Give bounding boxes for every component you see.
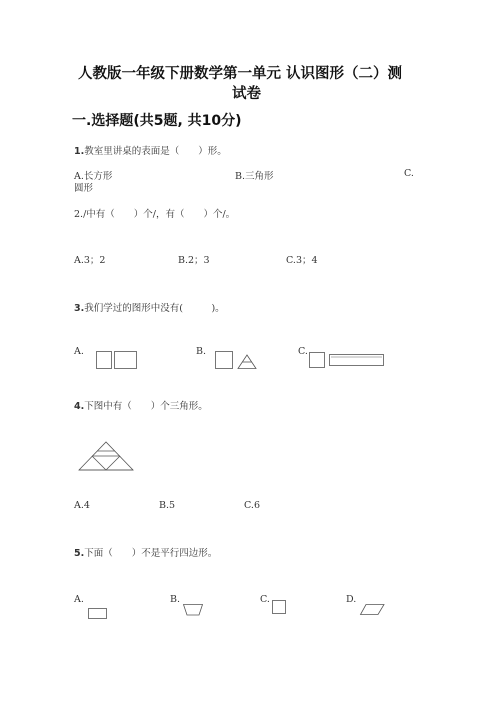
section-heading: 一.选择题(共5题, 共10分) [72, 113, 242, 129]
q4-option-b[interactable]: B.5 [159, 500, 176, 511]
q5-option-a[interactable]: A. [74, 594, 84, 605]
q2-option-b[interactable]: B.2；3 [178, 255, 210, 266]
q1-option-a[interactable]: A.长方形 [74, 171, 113, 182]
question-5-number: 5. [74, 548, 85, 559]
question-3-number: 3. [74, 303, 85, 314]
q5-option-a-rectangle-figure [88, 608, 108, 620]
question-3-text: 我们学过的图形中没有( )。 [84, 303, 225, 314]
question-1-number: 1. [74, 146, 85, 157]
question-5 [74, 545, 217, 559]
q5-option-d[interactable]: D. [346, 594, 357, 605]
q3-option-b-square-triangle-figure [215, 351, 261, 371]
q1-option-b[interactable]: B.三角形 [235, 171, 274, 182]
page-title-line2: 试卷 [232, 86, 261, 102]
question-2-number: 2. [74, 209, 84, 220]
q4-option-a[interactable]: A.4 [74, 500, 90, 511]
q1-option-c[interactable]: C. [404, 168, 414, 179]
question-4-text: 下图中有（ ）个三角形。 [84, 401, 208, 412]
page-title-line1: 人教版一年级下册数学第一单元 认识图形（二）测 [78, 66, 403, 82]
q3-option-a[interactable]: A. [74, 346, 84, 357]
q5-option-c[interactable]: C. [260, 594, 270, 605]
q3-option-c[interactable]: C. [298, 346, 308, 357]
q3-option-c-square-bar-figure [309, 352, 389, 370]
question-2-text: /中有（ ）个/，有（ ）个/。 [83, 209, 236, 220]
q2-option-a[interactable]: A.3；2 [74, 255, 106, 266]
q4-option-c[interactable]: C.6 [244, 500, 260, 511]
question-4 [74, 398, 208, 412]
question-3 [74, 300, 225, 314]
question-2 [74, 206, 235, 220]
q5-option-b-trapezoid-figure [183, 604, 205, 616]
q1-option-c-wrap: 圆形 [74, 183, 94, 194]
question-5-text: 下面（ ）不是平行四边形。 [84, 548, 218, 559]
q5-option-b[interactable]: B. [170, 594, 181, 605]
q2-option-c[interactable]: C.3；4 [286, 255, 318, 266]
q5-option-d-parallelogram-figure [360, 604, 386, 616]
q3-option-b[interactable]: B. [196, 346, 207, 357]
q4-triangle-figure [79, 442, 135, 472]
q3-option-a-square-rectangle-figure [96, 351, 140, 371]
q5-option-c-square-figure [272, 600, 288, 616]
question-4-number: 4. [74, 401, 85, 412]
question-1-text: 教室里讲桌的表面是（ ）形。 [84, 146, 227, 157]
question-1 [74, 143, 227, 157]
